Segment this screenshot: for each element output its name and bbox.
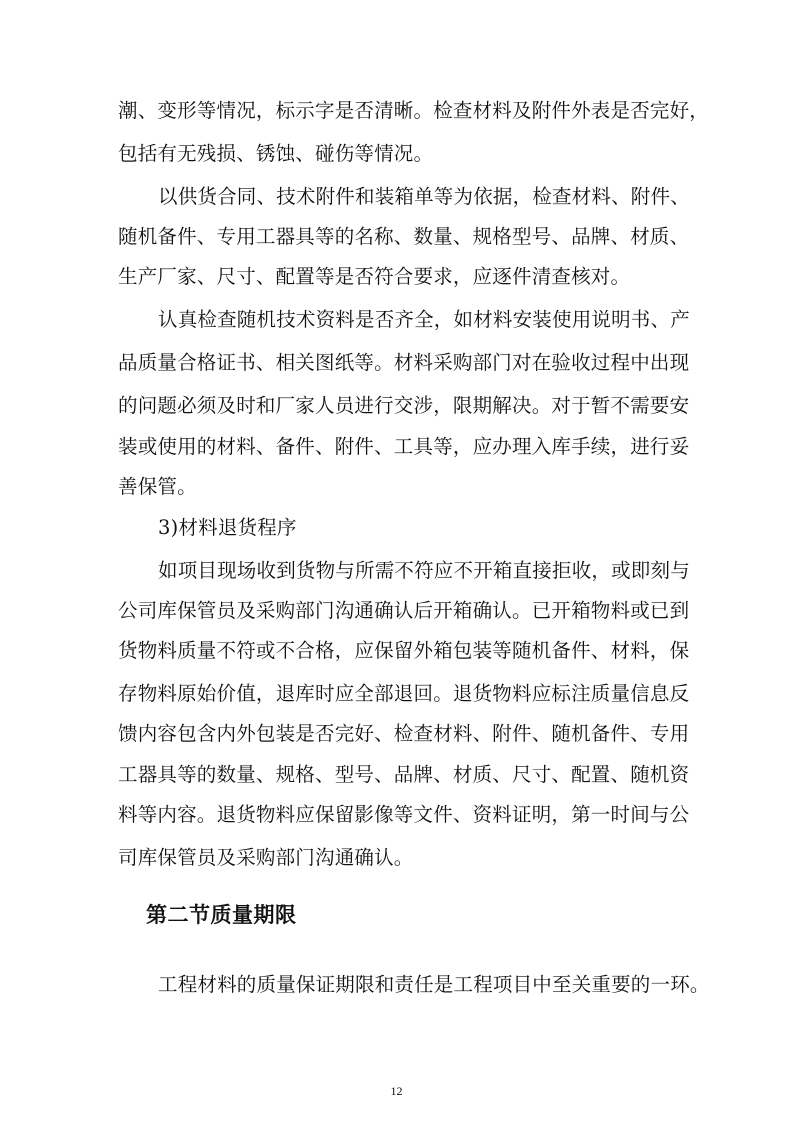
paragraph-line: 生产厂家、尺寸、配置等是否符合要求，应逐件清查核对。 xyxy=(118,265,631,288)
paragraph-line: 如项目现场收到货物与所需不符应不开箱直接拒收，或即刻与 xyxy=(158,559,690,582)
closing-line: 工程材料的质量保证期限和责任是工程项目中至关重要的一环。 xyxy=(158,973,710,996)
paragraph-line: 公司库保管员及采购部门沟通确认后开箱确认。已开箱物料或已到 xyxy=(118,599,690,622)
paragraph-line: 潮、变形等情况，标示字是否清晰。检查材料及附件外表是否完好， xyxy=(118,99,710,122)
paragraph-line: 品质量合格证书、相关图纸等。材料采购部门对在验收过程中出现 xyxy=(118,351,690,374)
paragraph-line: 的问题必须及时和厂家人员进行交涉，限期解决。对于暂不需要安 xyxy=(118,394,690,417)
section-heading: 第二节质量期限 xyxy=(146,902,297,927)
paragraph-line: 货物料质量不符或不合格，应保留外箱包装等随机备件、材料，保 xyxy=(118,639,690,662)
paragraph-line: 随机备件、专用工器具等的名称、数量、规格型号、品牌、材质、 xyxy=(118,225,690,248)
paragraph-line: 存物料原始价值，退库时应全部退回。退货物料应标注质量信息反 xyxy=(118,682,690,705)
page-number: 12 xyxy=(390,1084,403,1098)
paragraph-line: 工器具等的数量、规格、型号、品牌、材质、尺寸、配置、随机资 xyxy=(118,763,690,786)
paragraph-line: 料等内容。退货物料应保留影像等文件、资料证明，第一时间与公 xyxy=(118,803,690,826)
paragraph-line: 善保管。 xyxy=(118,475,197,498)
paragraph-line: 司库保管员及采购部门沟通确认。 xyxy=(118,846,414,869)
paragraph-line: 包括有无残损、锈蚀、碰伤等情况。 xyxy=(118,142,434,165)
subheading-line: 3)材料退货程序 xyxy=(158,516,297,539)
paragraph-line: 馈内容包含内外包装是否完好、检查材料、附件、随机备件、专用 xyxy=(118,722,690,745)
paragraph-line: 认真检查随机技术资料是否齐全，如材料安装使用说明书、产 xyxy=(158,308,690,331)
paragraph-line: 以供货合同、技术附件和装箱单等为依据，检查材料、附件、 xyxy=(158,185,690,208)
paragraph-line: 装或使用的材料、备件、附件、工具等，应办理入库手续，进行妥 xyxy=(118,435,690,458)
